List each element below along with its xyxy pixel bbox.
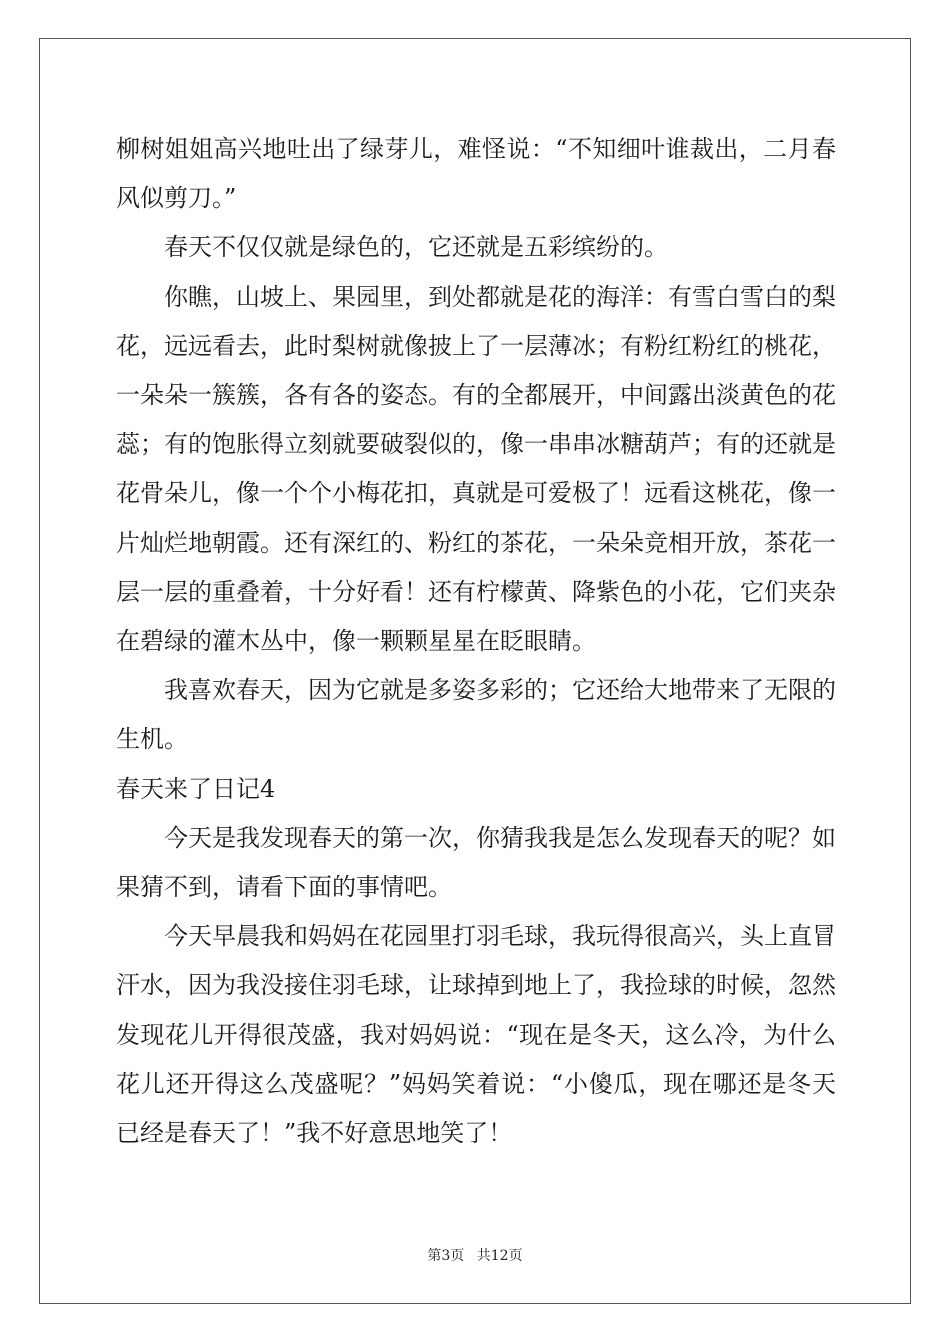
page-number: 第3页: [427, 1248, 465, 1264]
paragraph-3: 你瞧，山坡上、果园里，到处都就是花的海洋：有雪白雪白的梨花，远远看去，此时梨树就像披上了一层薄冰；有粉红粉红的桃花，一朵朵一簇簇，各有各的姿态。有的全都展开，中间露出淡黄色的花蕊；有的饱胀得立刻就要破裂似的，像一串串冰糖葫芦；有的还就是花骨朵儿，像一个个小梅花扣，真就是可爱极了！远看这桃花，像一片灿烂地朝霞。还有深红的、粉红的茶花，一朵朵竞相开放，茶花一层一层的重叠着，十分好看！还有柠檬黄、降紫色的小花，它们夹杂在碧绿的灌木丛中，像一颗颗星星在眨眼睛。: [116, 282, 836, 656]
paragraph-5: 今天是我发现春天的第一次，你猜我我是怎么发现春天的呢？如果猜不到，请看下面的事情吧。: [116, 823, 836, 902]
document-body: [116, 125, 836, 1158]
page-total: 共12页: [476, 1248, 523, 1264]
paragraph-4: 我喜欢春天，因为它就是多姿多彩的；它还给大地带来了无限的生机。: [116, 676, 836, 754]
paragraph-1: 柳树姐姐高兴地吐出了绿芽儿，难怪说：“不知细叶谁裁出，二月春风似剪刀。”: [116, 135, 836, 213]
paragraph-2: 春天不仅仅就是绿色的，它还就是五彩缤纷的。: [164, 233, 668, 262]
section-heading: 春天来了日记4: [116, 774, 276, 803]
page-footer: [0, 1246, 950, 1266]
paragraph-6: 今天早晨我和妈妈在花园里打羽毛球，我玩得很高兴，头上直冒汗水，因为我没接住羽毛球，让球掉到地上了，我捡球的时候，忽然发现花儿开得很茂盛，我对妈妈说：“现在是冬天，这么冷，为什么花儿还开得这么茂盛呢？”妈妈笑着说：“小傻瓜，现在哪还是冬天已经是春天了！”我不好意思地笑了！: [116, 922, 836, 1148]
